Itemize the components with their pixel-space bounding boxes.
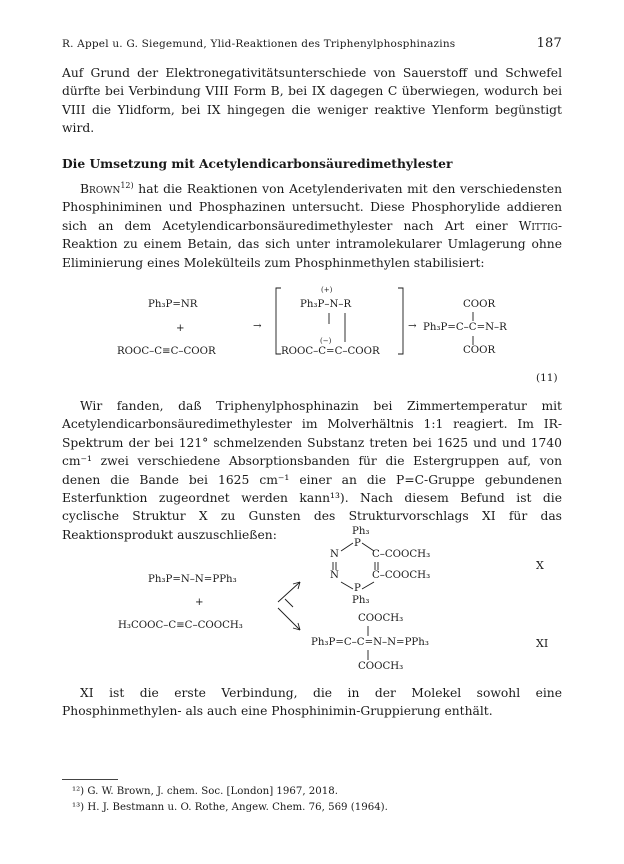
ref-12: 12) xyxy=(120,180,134,190)
positive-charge: (+) xyxy=(321,286,333,294)
header-authors: R. Appel u. G. Siegemund, xyxy=(62,38,207,50)
betaine-bottom: ROOC–C=C–COOR xyxy=(281,346,380,357)
reactant-dimethyl-acetylenedicarboxylate: H₃COOC–C≡C–COOCH₃ xyxy=(118,620,243,631)
reactant-phosphinimine: Ph₃P=NR xyxy=(148,299,198,310)
ring-p-bottom: P xyxy=(354,583,361,594)
plus-sign-2: + xyxy=(195,597,204,608)
reactant-phosphinazine: Ph₃P=N–N=PPh₃ xyxy=(148,574,237,585)
paragraph-3: Wir fanden, daß Triphenylphosphinazin bei Zimmertemperatur mit Acetylendicarbonsäuredimethylester im Molverhältnis 1:1 reagiert. Im IR-Spektrum der bei 121° schmelzenden Substanz treten bei 1625 und und 1740 cm⁻¹ zwei verschiedene Absorptionsbanden für die Estergruppen auf, von denen die Bande bei 1625 cm⁻¹ einer an die P=C-Gruppe gebundenen Esterfunktion zugeordnet werden kann¹³). Nach diesem Befund ist die cyclische Struktur X zu Gunsten des Strukturvorschlags XI für das Reaktionsprodukt auszuschließen: xyxy=(62,399,562,542)
ring-n-2: N xyxy=(330,570,339,581)
ring-ph3-top: Ph₃ xyxy=(352,526,370,537)
ring-c-ester-1: C–COOCH₃ xyxy=(372,549,431,560)
paragraph-4: XI ist die erste Verbindung, die in der Molekel sowohl eine Phosphinmethylen- als auch eine Phosphinimin-Gruppierung enthält. xyxy=(62,686,562,719)
structure-label-x: X xyxy=(536,559,544,572)
product-phosphinmethylene: Ph₃P=C–C=N–R xyxy=(423,322,507,333)
paragraph-2-text-2: -Reaktion zu einem Betain, das sich unter intramolekularer Umlagerung ohne Eliminierung eines Molekülteils zum Phosphinmethylen stabilisiert: xyxy=(62,218,562,270)
ring-bond-p-c2 xyxy=(362,582,374,589)
wittig-name: Wittig xyxy=(518,218,558,233)
header-title: Ylid-Reaktionen des Triphenylphosphinazins xyxy=(210,38,456,50)
crossed-out-mark xyxy=(285,599,293,607)
paragraph-2-text: hat die Reaktionen von Acetylenderivaten mit den verschiedensten Phosphiniminen und Phosphazinen untersucht. Diese Phosphorylide addieren sich an dem Acetylendicarbonsäuredimethylester nach Art einer xyxy=(62,182,562,233)
reaction-arrow-1: → xyxy=(253,321,262,332)
footnote-rule xyxy=(62,779,118,780)
structure-label-xi: XI xyxy=(536,637,549,650)
section-heading: Die Umsetzung mit Acetylendicarbonsäuredimethylester xyxy=(62,156,453,171)
ring-ph3-bottom: Ph₃ xyxy=(352,595,370,606)
page-number: 187 xyxy=(536,36,562,51)
reactant-acetylene: ROOC–C≡C–COOR xyxy=(117,346,216,357)
ring-p-top: P xyxy=(354,538,361,549)
branch-arrow-down xyxy=(278,608,300,630)
ring-bond-n1-p xyxy=(341,543,353,551)
paragraph-1: Auf Grund der Elektronegativitätsunterschiede von Sauerstoff und Schwefel dürfte bei Verbindung VIII Form B, bei IX dagegen C überwiegen, wodurch bei VIII die Ylidform, bei IX hingegen die weniger reaktive Ylenform begünstigt wird. xyxy=(62,66,562,136)
plus-sign: + xyxy=(176,323,185,334)
ring-n-1: N xyxy=(330,549,339,560)
product-top-ester: COOR xyxy=(463,299,496,310)
product-bottom-ester: COOR xyxy=(463,345,496,356)
reaction-arrow-2: → xyxy=(408,321,417,332)
ring-bond-p-c1 xyxy=(362,543,374,551)
branch-arrow-up xyxy=(278,582,300,602)
ring-c-ester-2: C–COOCH₃ xyxy=(372,570,431,581)
equation-number-11: (11) xyxy=(536,372,558,384)
betaine-top: Ph₃P–N–R xyxy=(300,299,352,310)
ring-bond-n2-p xyxy=(341,582,353,589)
xi-bottom-ester: COOCH₃ xyxy=(358,661,404,672)
author-brown: Brown xyxy=(80,182,121,196)
bracket-left xyxy=(276,288,281,354)
xi-top-ester: COOCH₃ xyxy=(358,613,404,624)
footnote-13: ¹³) H. J. Bestmann u. O. Rothe, Angew. Chem. 76, 569 (1964). xyxy=(72,802,388,813)
negative-charge: (−) xyxy=(320,337,332,345)
xi-main-chain: Ph₃P=C–C=N–N=PPh₃ xyxy=(311,637,429,648)
footnote-12: ¹²) G. W. Brown, J. chem. Soc. [London] 1967, 2018. xyxy=(72,786,338,797)
bracket-right xyxy=(398,288,403,354)
